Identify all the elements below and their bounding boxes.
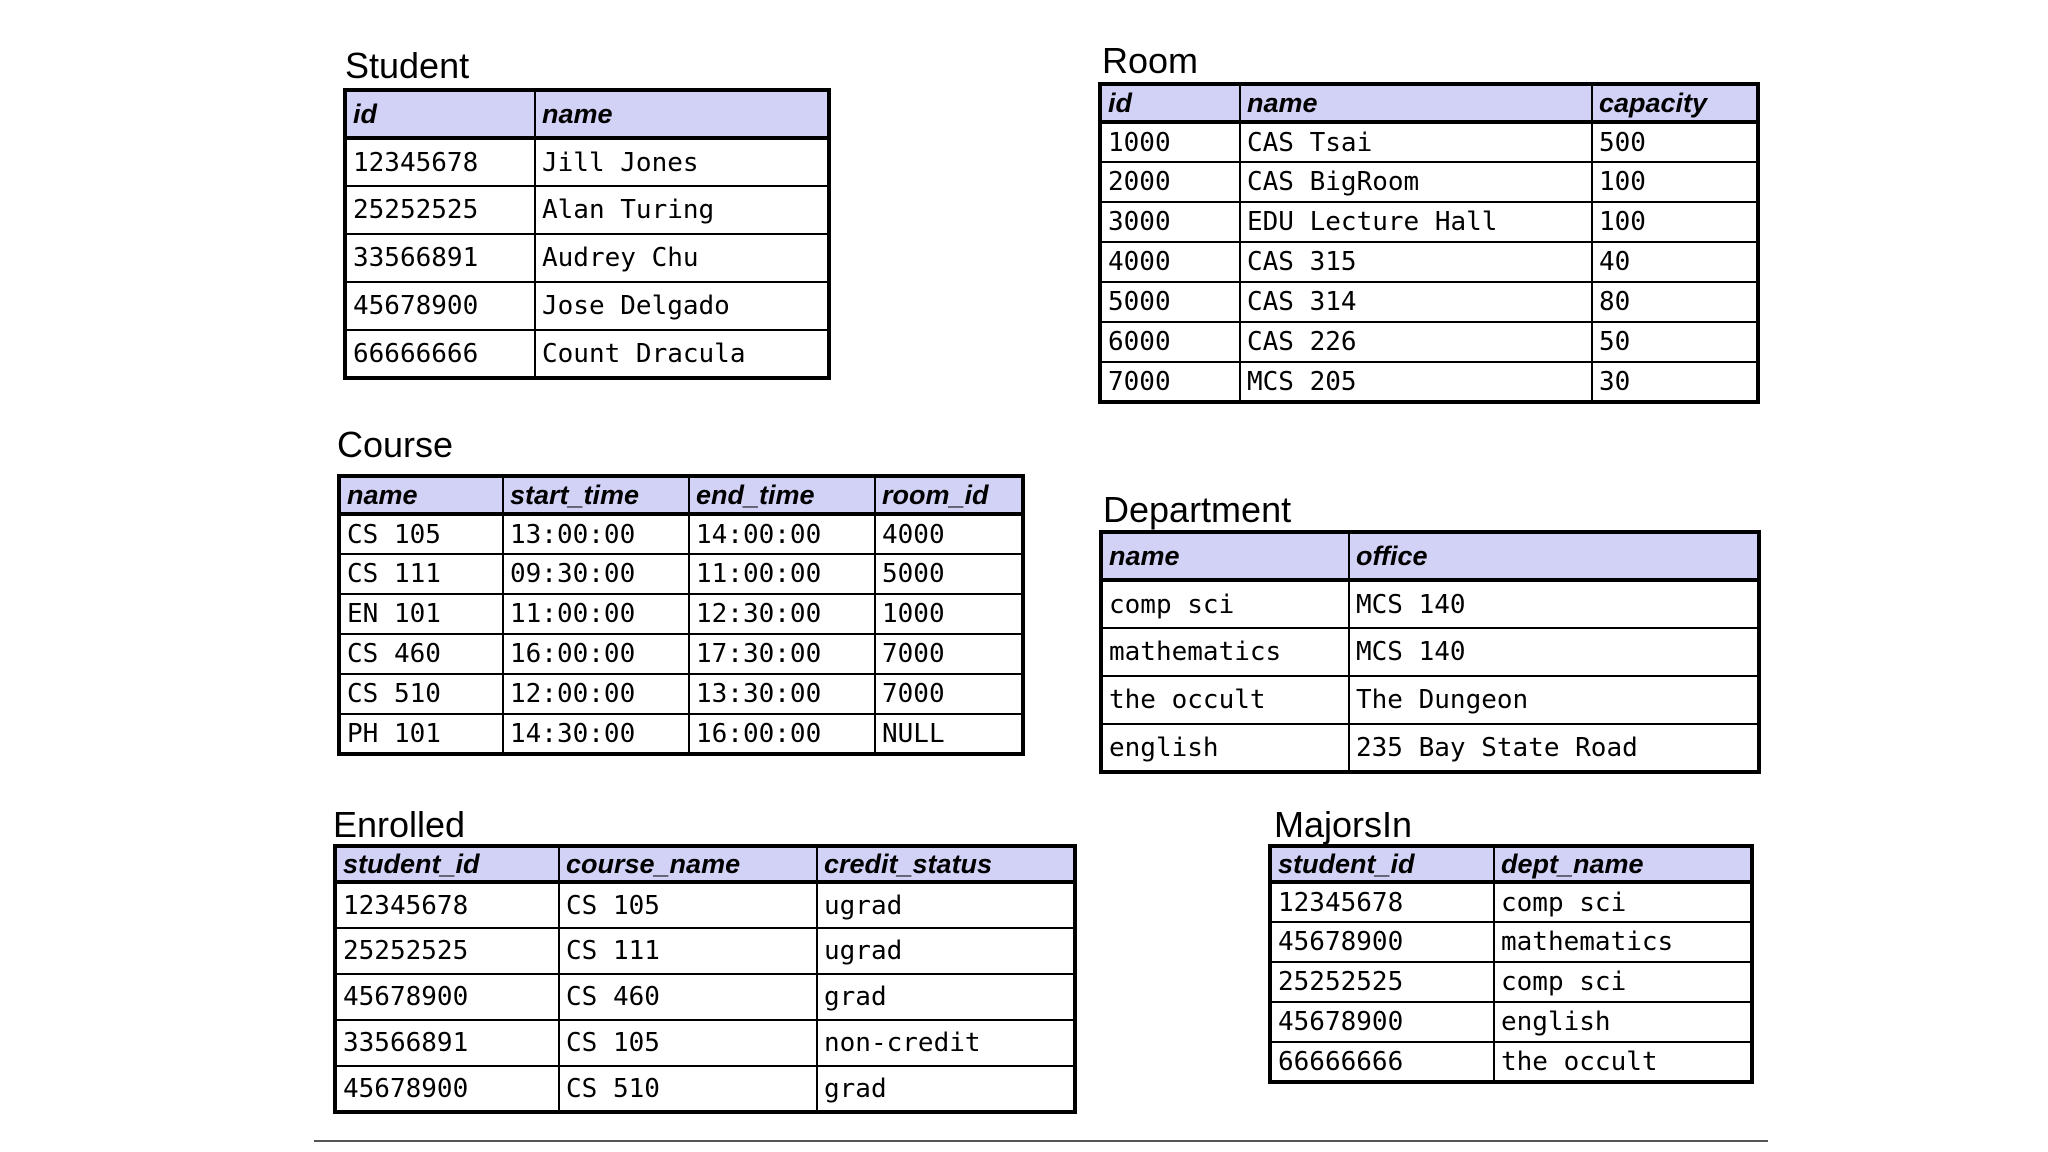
table-cell: 2000	[1100, 162, 1240, 202]
majorsin-table	[1268, 844, 1754, 1084]
table-cell: 11:00:00	[689, 554, 875, 594]
column-header: id	[1100, 84, 1240, 122]
table-cell: english	[1101, 724, 1349, 772]
table-row	[1100, 242, 1758, 282]
table-cell: 45678900	[1270, 1002, 1494, 1042]
table-cell: the occult	[1494, 1042, 1752, 1082]
table-row	[339, 674, 1023, 714]
table-cell: CS 460	[339, 634, 503, 674]
room-table-title: Room	[1102, 40, 1199, 81]
table-cell: 235 Bay State Road	[1349, 724, 1759, 772]
table-cell: 80	[1592, 282, 1758, 322]
table-cell: NULL	[875, 714, 1023, 754]
table-cell: comp sci	[1101, 580, 1349, 628]
table-row	[335, 1020, 1075, 1066]
table-row	[345, 234, 829, 282]
table-cell: 4000	[875, 514, 1023, 554]
table-cell: non-credit	[817, 1020, 1075, 1066]
table-cell: MCS 205	[1240, 362, 1592, 402]
table-row	[339, 594, 1023, 634]
table-cell: MCS 140	[1349, 580, 1759, 628]
table-row	[1100, 362, 1758, 402]
table-row	[339, 554, 1023, 594]
table-cell: comp sci	[1494, 882, 1752, 922]
table-cell: english	[1494, 1002, 1752, 1042]
table-cell: 45678900	[345, 282, 535, 330]
table-row	[1101, 676, 1759, 724]
table-cell: 25252525	[335, 928, 559, 974]
department-table	[1099, 530, 1761, 774]
table-row	[1270, 922, 1752, 962]
column-header: capacity	[1592, 84, 1758, 122]
table-cell: 12:30:00	[689, 594, 875, 634]
table-cell: 7000	[875, 634, 1023, 674]
table-cell: 33566891	[345, 234, 535, 282]
table-cell: Alan Turing	[535, 186, 829, 234]
table-cell: 100	[1592, 162, 1758, 202]
table-cell: CAS 226	[1240, 322, 1592, 362]
table-cell: CS 105	[339, 514, 503, 554]
table-cell: 3000	[1100, 202, 1240, 242]
table-cell: 14:00:00	[689, 514, 875, 554]
table-row	[1270, 1042, 1752, 1082]
table-cell: Audrey Chu	[535, 234, 829, 282]
column-header: start_time	[503, 476, 689, 514]
table-row	[339, 714, 1023, 754]
table-row	[335, 882, 1075, 928]
table-cell: comp sci	[1494, 962, 1752, 1002]
table-cell: grad	[817, 1066, 1075, 1112]
table-row	[345, 330, 829, 378]
table-cell: 12345678	[335, 882, 559, 928]
room-table	[1098, 82, 1760, 404]
table-row	[339, 514, 1023, 554]
table-row	[1270, 1002, 1752, 1042]
table-cell: 16:00:00	[503, 634, 689, 674]
table-row	[339, 634, 1023, 674]
table-row	[345, 186, 829, 234]
table-cell: 500	[1592, 122, 1758, 162]
table-cell: CAS Tsai	[1240, 122, 1592, 162]
column-header: name	[339, 476, 503, 514]
column-header: office	[1349, 532, 1759, 580]
student-table	[343, 88, 831, 380]
table-cell: CS 111	[559, 928, 817, 974]
table-row	[335, 974, 1075, 1020]
table-cell: The Dungeon	[1349, 676, 1759, 724]
column-header: name	[1240, 84, 1592, 122]
table-row	[335, 1066, 1075, 1112]
table-cell: 100	[1592, 202, 1758, 242]
column-header: student_id	[1270, 846, 1494, 882]
table-cell: 7000	[1100, 362, 1240, 402]
table-cell: Jill Jones	[535, 138, 829, 186]
table-cell: mathematics	[1101, 628, 1349, 676]
table-cell: 14:30:00	[503, 714, 689, 754]
table-row	[1100, 162, 1758, 202]
table-row	[1100, 322, 1758, 362]
table-row	[345, 138, 829, 186]
table-cell: 40	[1592, 242, 1758, 282]
table-cell: 13:30:00	[689, 674, 875, 714]
table-row	[1100, 122, 1758, 162]
table-row	[1101, 628, 1759, 676]
enrolled-table-title: Enrolled	[333, 804, 466, 845]
table-cell: 11:00:00	[503, 594, 689, 634]
table-cell: CS 105	[559, 1020, 817, 1066]
table-cell: MCS 140	[1349, 628, 1759, 676]
column-header: room_id	[875, 476, 1023, 514]
table-cell: 30	[1592, 362, 1758, 402]
header-row	[1270, 846, 1752, 882]
column-header: name	[535, 90, 829, 138]
department-table-title: Department	[1103, 489, 1292, 530]
table-cell: 45678900	[335, 1066, 559, 1112]
column-header: student_id	[335, 846, 559, 882]
column-header: id	[345, 90, 535, 138]
table-cell: 25252525	[345, 186, 535, 234]
table-cell: ugrad	[817, 928, 1075, 974]
table-cell: 66666666	[345, 330, 535, 378]
table-cell: mathematics	[1494, 922, 1752, 962]
table-cell: CAS BigRoom	[1240, 162, 1592, 202]
header-row	[1100, 84, 1758, 122]
table-cell: Count Dracula	[535, 330, 829, 378]
column-header: name	[1101, 532, 1349, 580]
table-cell: Jose Delgado	[535, 282, 829, 330]
table-cell: EDU Lecture Hall	[1240, 202, 1592, 242]
majorsin-table-title: MajorsIn	[1274, 804, 1413, 845]
table-cell: 5000	[1100, 282, 1240, 322]
header-row	[339, 476, 1023, 514]
column-header: course_name	[559, 846, 817, 882]
table-cell: grad	[817, 974, 1075, 1020]
table-cell: 16:00:00	[689, 714, 875, 754]
table-row	[345, 282, 829, 330]
table-row	[1270, 962, 1752, 1002]
table-cell: 4000	[1100, 242, 1240, 282]
table-cell: 5000	[875, 554, 1023, 594]
table-row	[1100, 202, 1758, 242]
table-cell: 66666666	[1270, 1042, 1494, 1082]
table-cell: CAS 314	[1240, 282, 1592, 322]
table-cell: 1000	[1100, 122, 1240, 162]
bottom-divider	[314, 1140, 1768, 1142]
table-cell: 1000	[875, 594, 1023, 634]
table-cell: 12345678	[1270, 882, 1494, 922]
table-cell: PH 101	[339, 714, 503, 754]
column-header: credit_status	[817, 846, 1075, 882]
course-table-title: Course	[337, 424, 454, 465]
table-cell: 12:00:00	[503, 674, 689, 714]
table-cell: the occult	[1101, 676, 1349, 724]
header-row	[1101, 532, 1759, 580]
table-row	[1100, 282, 1758, 322]
table-cell: 7000	[875, 674, 1023, 714]
enrolled-table	[333, 844, 1077, 1114]
table-cell: 25252525	[1270, 962, 1494, 1002]
table-cell: 50	[1592, 322, 1758, 362]
column-header: dept_name	[1494, 846, 1752, 882]
table-cell: CS 510	[339, 674, 503, 714]
table-cell: CS 510	[559, 1066, 817, 1112]
column-header: end_time	[689, 476, 875, 514]
table-cell: 45678900	[1270, 922, 1494, 962]
header-row	[345, 90, 829, 138]
table-cell: 45678900	[335, 974, 559, 1020]
table-cell: CAS 315	[1240, 242, 1592, 282]
table-row	[1101, 580, 1759, 628]
table-row	[1270, 882, 1752, 922]
table-row	[1101, 724, 1759, 772]
table-cell: 6000	[1100, 322, 1240, 362]
course-table	[337, 474, 1025, 756]
student-table-title: Student	[345, 45, 470, 86]
table-cell: 09:30:00	[503, 554, 689, 594]
table-row	[335, 928, 1075, 974]
table-cell: EN 101	[339, 594, 503, 634]
header-row	[335, 846, 1075, 882]
table-cell: CS 111	[339, 554, 503, 594]
table-cell: CS 105	[559, 882, 817, 928]
table-cell: ugrad	[817, 882, 1075, 928]
table-cell: 12345678	[345, 138, 535, 186]
table-cell: CS 460	[559, 974, 817, 1020]
table-cell: 13:00:00	[503, 514, 689, 554]
table-cell: 17:30:00	[689, 634, 875, 674]
table-cell: 33566891	[335, 1020, 559, 1066]
